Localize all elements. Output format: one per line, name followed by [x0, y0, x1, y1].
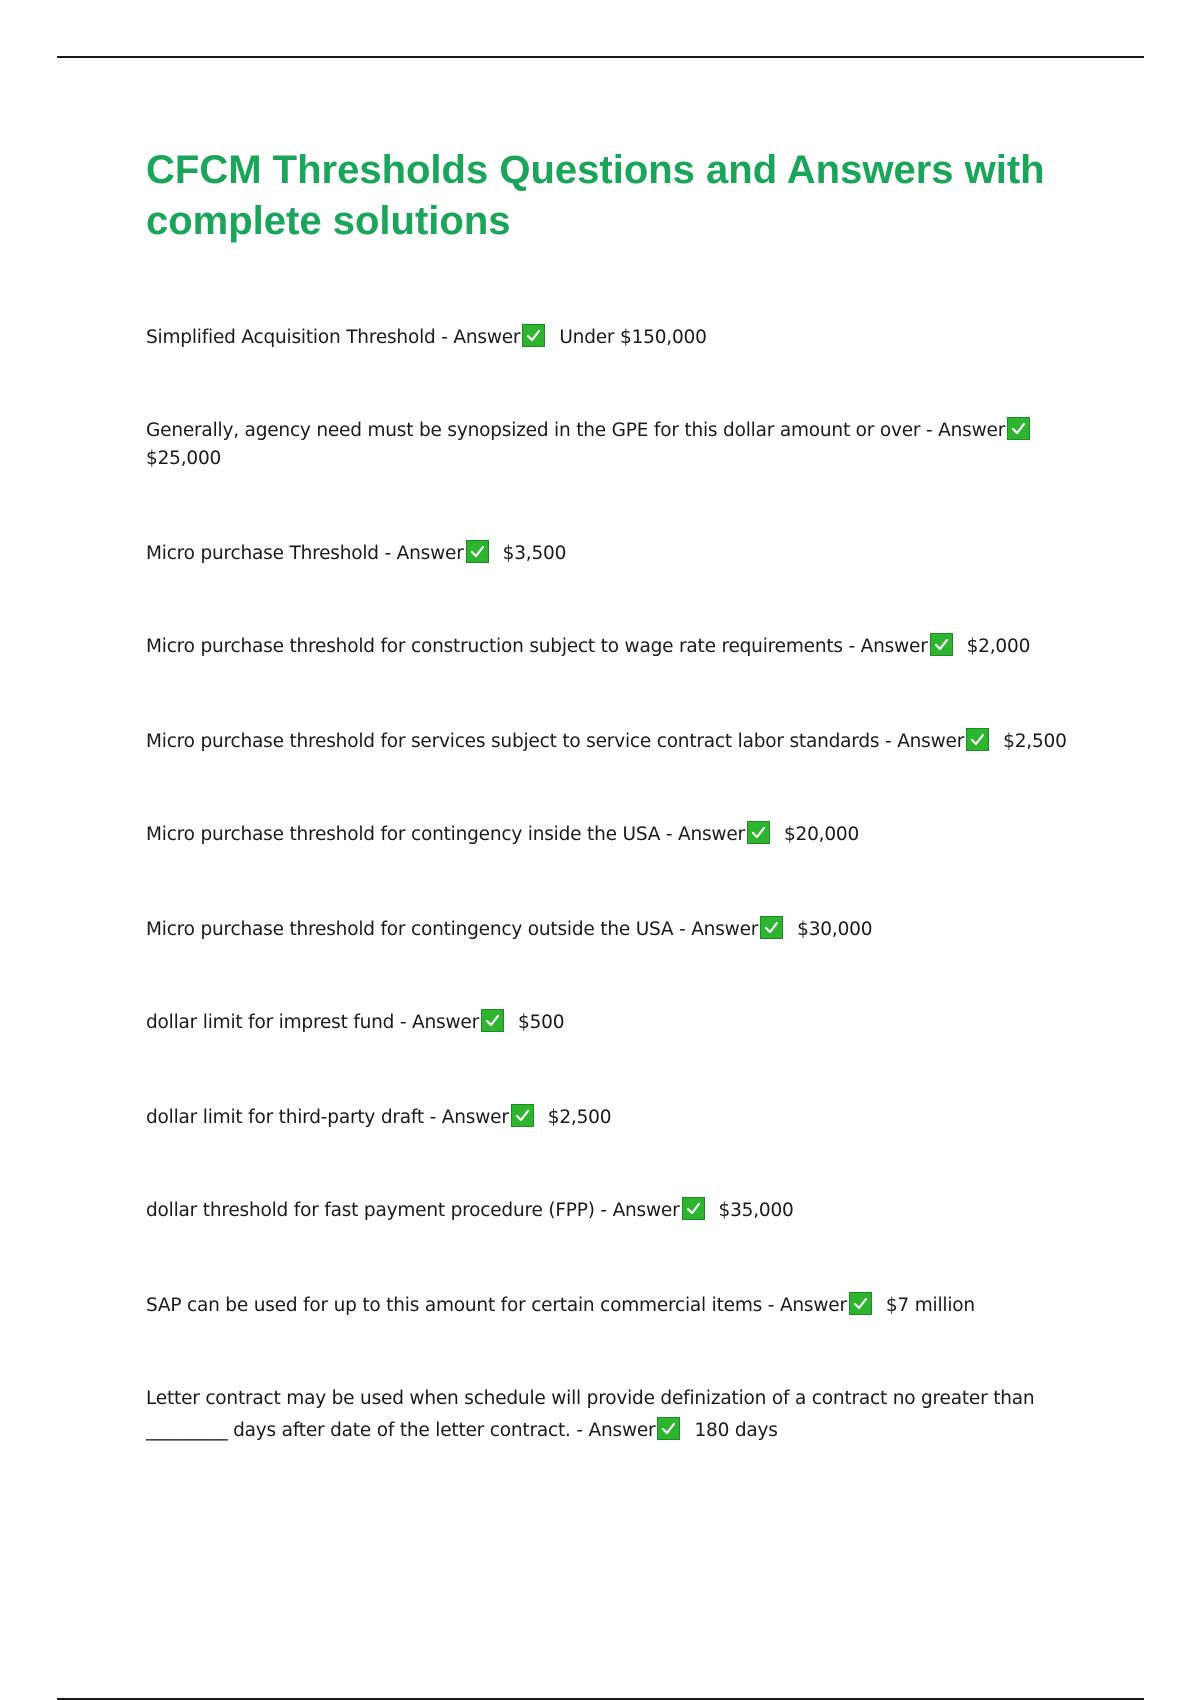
answer-text: 180 days	[694, 1420, 778, 1441]
answer-text: $2,500	[1003, 731, 1067, 752]
check-mark-icon	[522, 324, 545, 347]
qa-item	[146, 324, 1106, 352]
answer-text: $2,000	[966, 636, 1031, 657]
qa-item	[146, 1009, 1106, 1037]
qa-item	[146, 417, 1106, 473]
question-text: dollar limit for imprest fund - Answer	[146, 1012, 479, 1033]
answer-text: $30,000	[797, 919, 873, 940]
check-mark-icon	[466, 540, 489, 563]
qa-item	[146, 1292, 1106, 1320]
question-text: Micro purchase threshold for construction subject to wage rate requirements - Answer	[146, 636, 928, 657]
qa-item	[146, 633, 1106, 661]
qa-item	[146, 728, 1106, 756]
question-text: Simplified Acquisition Threshold - Answer	[146, 327, 521, 348]
check-mark-icon	[682, 1197, 705, 1220]
answer-text: $25,000	[146, 448, 222, 469]
question-text: Micro purchase Threshold - Answer	[146, 543, 464, 564]
qa-item	[146, 1197, 1106, 1225]
document-title: CFCM Thresholds Questions and Answers with complete solutions	[146, 148, 1045, 243]
check-mark-icon	[930, 633, 953, 656]
check-mark-icon	[849, 1292, 872, 1315]
check-mark-icon	[747, 821, 770, 844]
answer-text: $35,000	[718, 1200, 794, 1221]
question-text: SAP can be used for up to this amount for certain commercial items - Answer	[146, 1295, 847, 1316]
check-mark-icon	[657, 1417, 680, 1440]
answer-text: $20,000	[783, 824, 860, 845]
answer-text: $7 million	[885, 1295, 975, 1316]
check-mark-icon	[511, 1104, 534, 1127]
qa-item	[146, 1383, 1106, 1447]
answer-text: $2,500	[547, 1107, 612, 1128]
qa-item	[146, 821, 1106, 849]
check-mark-icon	[966, 728, 989, 751]
check-mark-icon	[481, 1009, 504, 1032]
top-rule	[57, 56, 1144, 58]
check-mark-icon	[760, 916, 783, 939]
answer-text: Under $150,000	[559, 327, 707, 348]
question-text: Micro purchase threshold for contingency outside the USA - Answer	[146, 919, 759, 940]
qa-item	[146, 540, 1106, 568]
question-text: dollar threshold for fast payment procedure (FPP) - Answer	[146, 1200, 680, 1221]
question-text: Micro purchase threshold for contingency inside the USA - Answer	[146, 824, 745, 845]
question-text: Letter contract may be used when schedule will provide definization of a contract no greater than _________ days after date of the letter contract. - Answer	[146, 1388, 1035, 1441]
qa-item	[146, 1104, 1106, 1132]
check-mark-icon	[1007, 417, 1030, 440]
question-text: Generally, agency need must be synopsized in the GPE for this dollar amount or over - Answer	[146, 420, 1006, 441]
qa-item	[146, 916, 1106, 944]
answer-text: $3,500	[502, 543, 567, 564]
question-text: Micro purchase threshold for services subject to service contract labor standards - Answer	[146, 731, 965, 752]
answer-text: $500	[518, 1012, 565, 1033]
question-text: dollar limit for third-party draft - Answer	[146, 1107, 509, 1128]
